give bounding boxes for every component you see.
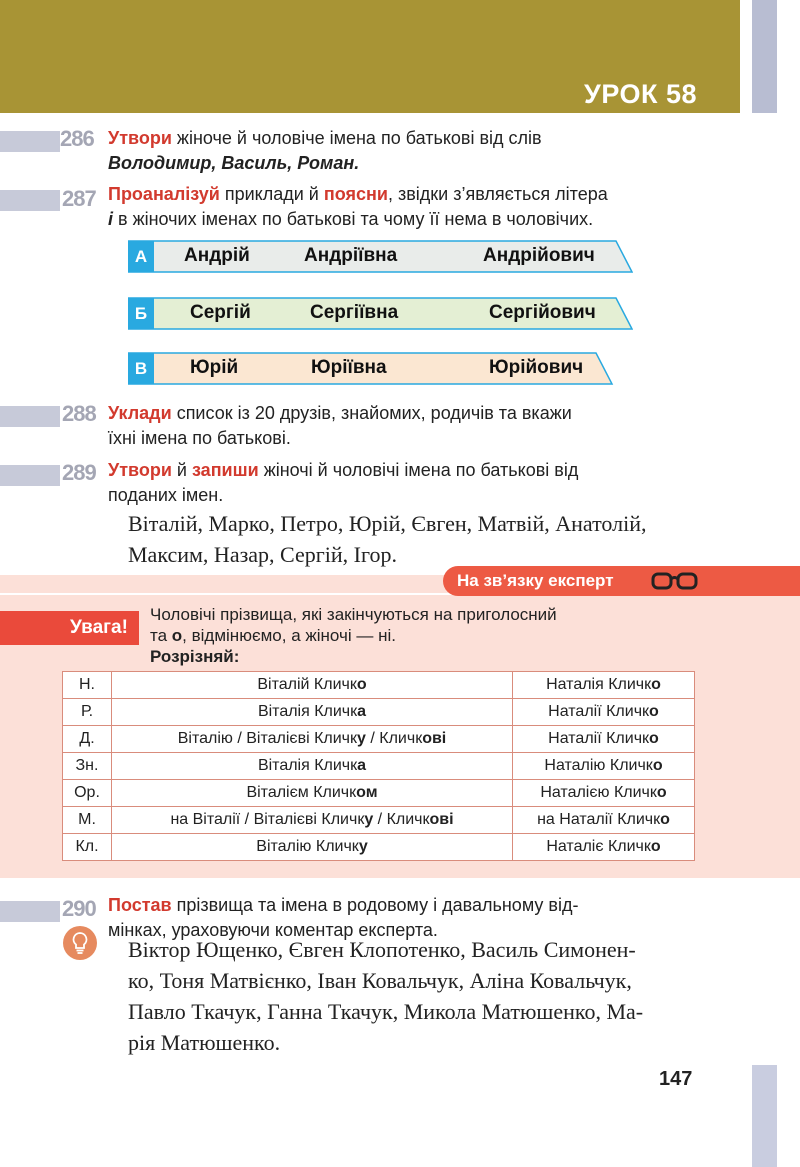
- case-name: Кл.: [63, 834, 112, 861]
- female-form: Наталіє Кличко: [513, 834, 695, 861]
- case-name: М.: [63, 807, 112, 834]
- case-name: Ор.: [63, 780, 112, 807]
- attention-badge-tail: [0, 611, 59, 645]
- table-row: [63, 834, 695, 861]
- patronymic-male: Андрійович: [483, 245, 595, 266]
- male-form: Віталія Кличка: [112, 699, 513, 726]
- expert-note: Чоловічі прізвища, які закінчуються на приголосний та о, відмінюємо, а жіночі — ні. Розрізняй:: [150, 605, 557, 666]
- exercise-number-bar: [0, 901, 60, 922]
- row-letter: Б: [134, 304, 148, 323]
- patronymic-female: Сергіївна: [310, 302, 399, 323]
- case-name: Н.: [63, 672, 112, 699]
- name-row-b: [128, 297, 633, 330]
- exercise-number: 286: [60, 126, 94, 151]
- exercise-287-text: Проаналізуй приклади й поясни, звідки з’являється літера і в жіночих іменах по батькові та чому її нема в чоловічих.: [108, 184, 608, 229]
- exercise-verb: Утвори: [108, 128, 172, 148]
- exercise-number: 290: [62, 896, 96, 921]
- female-form: Наталії Кличко: [513, 726, 695, 753]
- female-form: Наталії Кличко: [513, 699, 695, 726]
- patronymic-male: Юрійович: [489, 357, 584, 378]
- exercise-289-text: Утвори й запиши жіночі й чоловічі імена по батькові від поданих імен.: [108, 460, 579, 505]
- name-row-c: [128, 352, 633, 385]
- distinguish-label: Розрізняй:: [150, 647, 240, 666]
- table-row: [63, 780, 695, 807]
- case-name: Р.: [63, 699, 112, 726]
- lesson-title: УРОК 58: [584, 79, 697, 109]
- expert-label: На зв’язку експерт: [457, 571, 614, 590]
- surnames-list: Віктор Ющенко, Євген Клопотенко, Василь Симонен- ко, Тоня Матвієнко, Іван Ковальчук, Аліна Ковальчук, Павло Ткачук, Ганна Ткачук, Микола Матюшенко, Ма- рія Матюшенко.: [128, 937, 644, 1055]
- table-row: [63, 672, 695, 699]
- table-row: [63, 699, 695, 726]
- female-form: Наталія Кличко: [513, 672, 695, 699]
- table-row: [63, 807, 695, 834]
- male-form: Віталію / Віталієві Кличку / Кличкові: [112, 726, 513, 753]
- exercise-number-bar: [0, 190, 60, 211]
- female-form: на Наталії Кличко: [513, 807, 695, 834]
- page-number: 147: [659, 1068, 693, 1090]
- female-form: Наталію Кличко: [513, 753, 695, 780]
- page-edge-strip-bottom: [752, 1065, 777, 1167]
- name-row-a: [128, 240, 633, 273]
- row-letter: В: [134, 359, 148, 378]
- exercise-288-text: Уклади список із 20 друзів, знайомих, родичів та вкажи їхні імена по батькові.: [108, 403, 572, 448]
- exercise-words: Володимир, Василь, Роман.: [108, 153, 360, 173]
- exercise-number: 288: [62, 401, 96, 426]
- male-form: Віталію Кличку: [112, 834, 513, 861]
- name: Сергій: [190, 302, 251, 323]
- patronymic-male: Сергійович: [489, 302, 596, 323]
- given-names-list: Віталій, Марко, Петро, Юрій, Євген, Матвій, Анатолій, Максим, Назар, Сергій, Ігор.: [128, 511, 647, 567]
- exercise-number: 287: [62, 186, 96, 211]
- lightbulb-icon: [62, 925, 98, 961]
- male-form: Віталій Кличко: [112, 672, 513, 699]
- glasses-icon: [650, 570, 700, 592]
- page-edge-strip: [752, 0, 777, 113]
- exercise-286-text: Утвори жіноче й чоловіче імена по батькові від слів Володимир, Василь, Роман.: [108, 128, 542, 173]
- case-name: Зн.: [63, 753, 112, 780]
- exercise-number-bar: [0, 465, 60, 486]
- table-row: [63, 753, 695, 780]
- patronymic-female: Андріївна: [304, 245, 398, 266]
- exercise-290-text: Постав прізвища та імена в родовому і давальному від- мінках, ураховуючи коментар експерта.: [108, 895, 579, 940]
- exercise-number-bar: [0, 131, 60, 152]
- name: Андрій: [184, 245, 250, 266]
- row-letter: А: [134, 247, 148, 266]
- name: Юрій: [190, 357, 239, 378]
- exercise-number: 289: [62, 460, 96, 485]
- attention-badge: Увага!: [59, 611, 139, 645]
- male-form: на Віталії / Віталієві Кличку / Кличкові: [112, 807, 513, 834]
- exercise-number-bar: [0, 406, 60, 427]
- male-form: Віталієм Кличком: [112, 780, 513, 807]
- patronymic-female: Юріївна: [311, 357, 387, 378]
- table-row: [63, 726, 695, 753]
- male-form: Віталія Кличка: [112, 753, 513, 780]
- female-form: Наталією Кличко: [513, 780, 695, 807]
- cases-table: [62, 671, 695, 861]
- case-name: Д.: [63, 726, 112, 753]
